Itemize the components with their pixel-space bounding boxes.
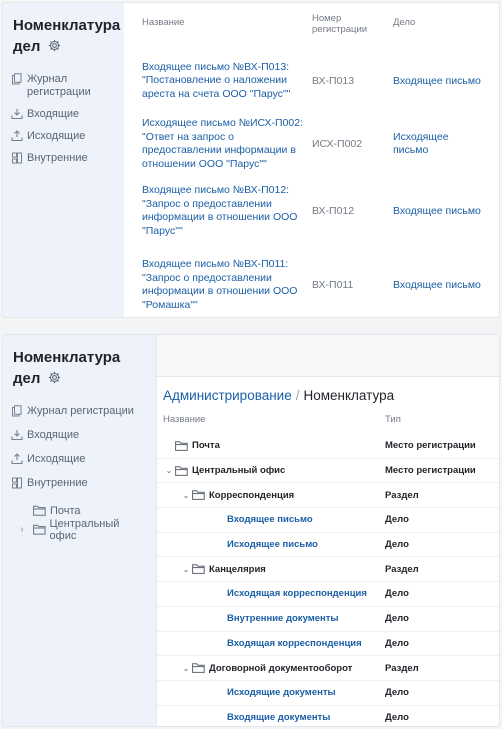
nav-label: Входящие [27,108,80,120]
nav-item-internal[interactable] [11,477,148,490]
nav-item-outbox[interactable] [11,453,148,466]
reg-number: ИСХ-П002 [312,138,363,150]
nav-item-journal[interactable] [11,405,148,418]
tree-row-name [163,490,385,501]
tree-row[interactable] [157,533,499,558]
tree-row-type: Дело [385,687,409,699]
table-row[interactable] [142,245,487,318]
case-link[interactable]: Внутренние документы [227,613,339,625]
chevron-down-icon[interactable]: ⌄ [182,663,190,673]
tree-row-type: Дело [385,613,409,625]
tree-row-name [163,613,385,624]
app-title-line2: дел [13,38,41,55]
case-link[interactable]: Входящее письмо [227,514,313,526]
chevron-down-icon[interactable]: ⌄ [182,564,190,574]
tree-row-name [163,663,385,674]
app-title-line2: дел [13,370,41,387]
sidebar [3,335,157,726]
nav-item-inbox[interactable] [11,108,116,121]
tree-row[interactable] [157,632,499,657]
case-link[interactable]: Исходящее письмо [393,131,449,156]
node-label: Канцелярия [209,563,266,575]
folder-icon [192,564,205,574]
tree-row-type: Дело [385,711,409,723]
case-link[interactable]: Входящее письмо [393,204,481,217]
reg-number: ВХ-П012 [312,205,355,217]
table-row[interactable] [142,51,487,111]
outbox-icon [11,453,23,465]
node-label: Почта [192,440,220,452]
reg-number: ВХ-П011 [312,279,354,291]
tree-row[interactable] [157,706,499,727]
folder-icon [33,524,46,535]
chevron-down-icon[interactable]: ⌄ [182,490,190,500]
tree-row[interactable] [157,681,499,706]
tree-row[interactable] [157,483,499,508]
nav-label: Исходящие [27,453,86,465]
nav-label: Журнал регистрации [27,73,91,98]
tree-row[interactable] [157,508,499,533]
folder-icon [192,490,205,500]
tree-row[interactable] [157,434,499,459]
tree-row-name [163,638,385,649]
tree-row[interactable] [157,459,499,484]
column-name[interactable]: Название [163,414,206,425]
tree-row[interactable] [157,582,499,607]
journal-icon [11,73,23,85]
journal-icon [11,405,23,417]
sidebar-tree-item-central-office[interactable] [11,517,148,542]
register-table [124,3,499,317]
folder-icon [175,466,188,476]
column-type[interactable]: Тип [385,414,401,425]
tree-row[interactable] [157,607,499,632]
table-header [157,406,499,434]
tree-row-name [163,687,385,698]
case-link[interactable]: Исходящее письмо [227,539,318,551]
case-link[interactable]: Исходящие документы [227,687,336,699]
folder-icon [33,505,46,516]
document-link[interactable]: Входящее письмо №ВХ-П012: "Запрос о предоставлении информации в отношении ООО "Парус"" [142,184,298,237]
sidebar-tree-label: Центральный офис [49,517,120,542]
table-row[interactable] [142,177,487,245]
internal-icon [11,477,23,489]
column-case[interactable]: Дело [393,17,416,28]
sidebar [3,3,124,317]
tree-row-type: Место регистрации [385,440,476,452]
app-title-line1: Номенклатура [13,349,121,366]
page-title: Номенклатура [303,388,395,403]
tree-row-type: Место регистрации [385,465,476,477]
tree-row-name [163,440,385,451]
document-link[interactable]: Входящее письмо №ВХ-П011: "Запрос о предоставлении информации в отношении ООО "Ромашка"" [142,258,298,311]
reg-number: ВХ-П013 [312,75,355,87]
gear-icon[interactable] [48,39,61,52]
node-label: Центральный офис [192,465,286,477]
case-link[interactable]: Входящее письмо [393,278,481,291]
tree-row-type: Раздел [385,662,419,674]
tree-row-name [163,539,385,550]
node-label: Договорной документооборот [209,662,353,674]
nav-label: Журнал регистрации [27,405,134,417]
register-panel [2,2,500,318]
app-title-line1: Номенклатура [13,17,121,34]
tree-row[interactable] [157,656,499,681]
inbox-icon [11,429,23,441]
tree-row-name [163,564,385,575]
tree-row-name [163,465,385,476]
column-number[interactable]: Номер регистрации [312,13,368,35]
inbox-icon [11,108,23,120]
tree-row-type: Дело [385,514,409,526]
sidebar-tree [11,501,148,542]
tree-row-type: Раздел [385,489,419,501]
nomenclature-tree [157,434,499,727]
sidebar-tree-label: Почта [50,504,81,517]
node-label: Корреспонденция [209,489,295,501]
chevron-right-icon[interactable]: › [20,524,24,535]
document-link[interactable]: Исходящее письмо №ИСХ-П002: "Ответ на запрос о предоставлении информации в отношении ООО "Парус"" [142,117,304,170]
tree-row-name [163,712,385,723]
nav-item-inbox[interactable] [11,429,148,442]
case-link[interactable]: Входящая корреспонденция [227,637,362,649]
app-title [13,347,148,389]
nav-label: Исходящие [27,130,86,142]
case-link[interactable]: Входящие документы [227,711,331,723]
nav-label: Внутренние [27,477,88,489]
tree-row-type: Дело [385,588,409,600]
nav-item-outbox[interactable] [11,130,116,143]
internal-icon [11,152,23,164]
folder-icon [192,663,205,673]
folder-icon [175,441,188,451]
nomenclature-panel [2,334,500,727]
tree-row-type: Дело [385,637,409,649]
case-link[interactable]: Исходящая корреспонденция [227,588,367,600]
table-row[interactable] [142,111,487,177]
gear-icon[interactable] [48,371,61,384]
breadcrumb [157,377,499,406]
document-link[interactable]: Входящее письмо №ВХ-П013: "Постановление о наложении ареста на счета ООО "Парус"" [142,60,291,100]
breadcrumb-separator: / [295,388,300,403]
tree-row-name [163,514,385,525]
tree-row[interactable] [157,557,499,582]
tree-row-type: Дело [385,539,409,551]
nav-item-journal[interactable] [11,73,116,99]
top-bar [157,335,499,377]
nav-item-internal[interactable] [11,152,116,165]
app-title [13,15,121,57]
tree-row-type: Раздел [385,563,419,575]
outbox-icon [11,130,23,142]
main-content [157,335,499,726]
nav-label: Внутренние [27,152,88,164]
table-header [142,13,487,51]
case-link[interactable]: Входящее письмо [393,74,481,87]
tree-row-name [163,588,385,599]
chevron-down-icon[interactable]: ⌄ [165,466,173,476]
breadcrumb-link-admin[interactable]: Администрирование [163,388,292,403]
column-name[interactable]: Название [142,17,185,28]
nav-label: Входящие [27,429,80,441]
